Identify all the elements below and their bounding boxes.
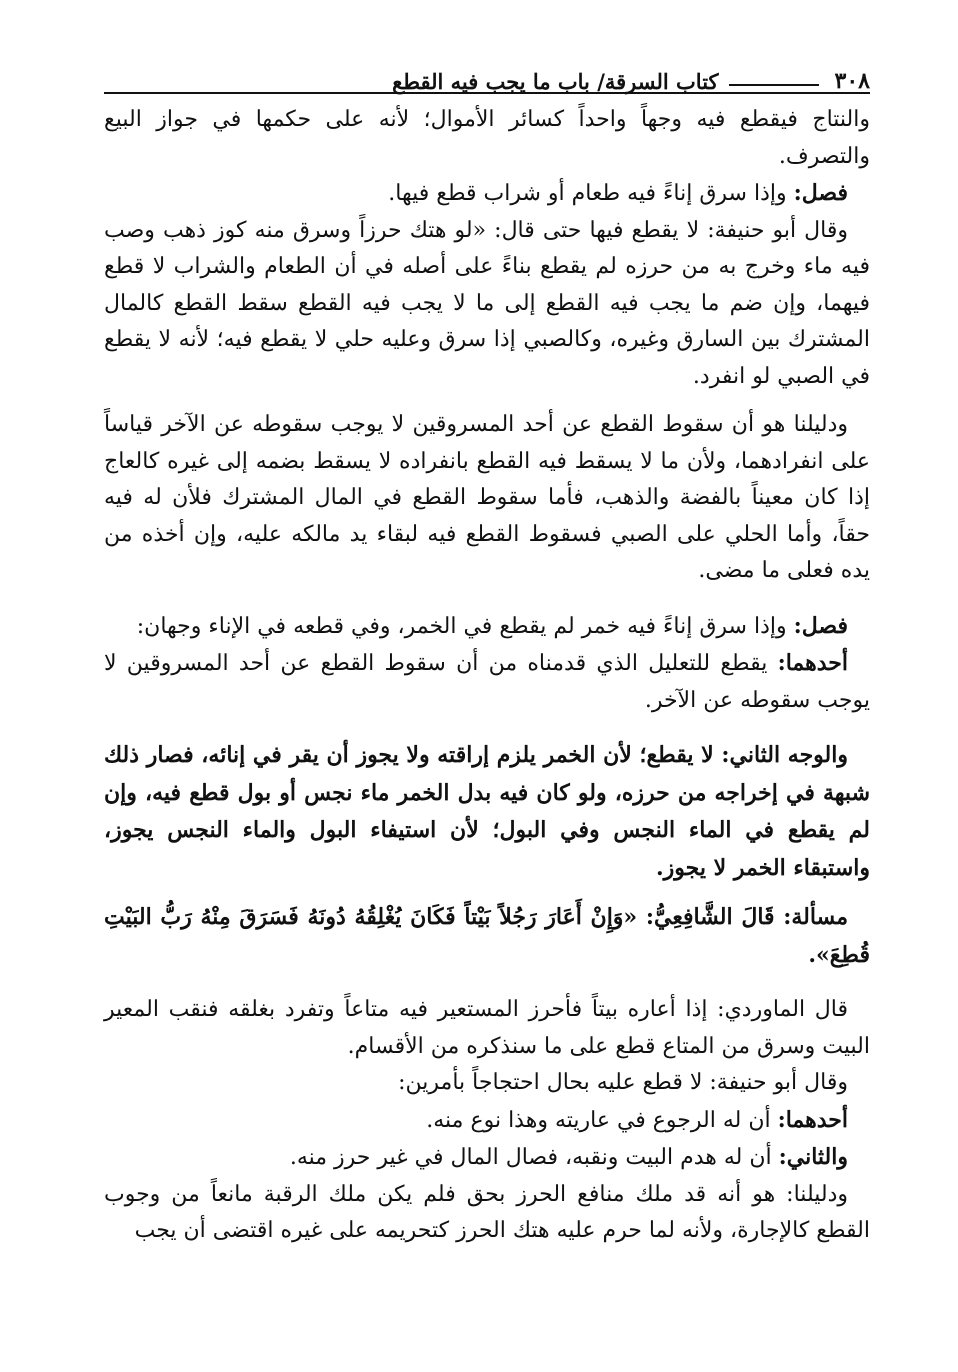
- running-title: كتاب السرقة/ باب ما يجب فيه القطع: [392, 69, 719, 94]
- paragraph: وقال أبو حنيفة: لا قطع عليه بحال احتجاجاً بأمرين:: [398, 1070, 848, 1095]
- paragraph: أحدهما: أن له الرجوع في عاريته وهذا نوع منه.: [426, 1106, 848, 1133]
- paragraph: والثاني: أن له هدم البيت ونقبه، فصال المال في غير حرز منه.: [289, 1144, 848, 1170]
- paragraph: وقال أبو حنيفة: لا يقطع فيها حتى قال: «لو هتك حرزاً وسرق منه كوز ذهب وصب فيه ماء وخرج به من حرزه لم يقطع بناءً على أصله في أن الطعام والشراب لا قطع فيهما، وإن ضم ما يجب فيه القطع إلى ما لا يجب فيه القطع سقط القطع كالمال المشترك بين السارق وغيره، وكالصبي إذا سرق وعليه حلي لا يقطع فيه؛ لأنه لا يقطع في الصبي لو انفرد.: [104, 217, 870, 389]
- paragraph: ودليلنا: هو أنه قد ملك منافع الحرز بحق فلم يكن ملك الرقبة مانعاً من وجوب القطع كالإجارة، ولأنه لما حرم عليه هتك الحرز كتحريمه على غيره اقتضى أن يجب: [104, 1181, 870, 1243]
- paragraph: فصل: وإذا سرق إناءً فيه خمر لم يقطع في الخمر، وفي قطعه في الإناء وجهان:: [136, 612, 848, 639]
- paragraph: مسألة: قَالَ الشَّافِعِيُّ: «وَإِنْ أَعَارَ رَجُلاً بَيْتاً فَكَانَ يُغْلِقُهُ دُونَهُ فَسَرَقَ مِنْهُ رَبُّ البَيْتِ قُطِعَ».: [104, 904, 870, 968]
- paragraph: أحدهما: يقطع للتعليل الذي قدمناه من أن سقوط القطع عن أحد المسروقين لا يوجب سقوطه عن الآخر.: [104, 650, 870, 713]
- page-number: ٣٠٨: [834, 68, 870, 94]
- paragraph: قال الماوردي: إذا أعاره بيتاً فأحرز المستعير فيه متاعاً وتفرد بغلقه فنقب المعير البيت وسرق من المتاع قطع على ما سنذكره من الأقسام.: [104, 997, 870, 1059]
- paragraph: فصل: وإذا سرق إناءً فيه طعام أو شراب قطع فيها.: [388, 180, 848, 206]
- paragraph: ودليلنا هو أن سقوط القطع عن أحد المسروقين لا يوجب سقوطه عن الآخر قياساً على انفرادهما، ولأن ما لا يسقط فيه القطع بانفراده لا يسقط بضمه إلى غيره كالعاج إذا كان معيناً بالفضة والذهب، فأما سقوط القطع في المال المشترك فلأن له فيه حقاً، وأما الحلي على الصبي فسقوط القطع فيه لبقاء يد مالكه عليه، وإن أخذه من يده فعلى ما مضى.: [104, 412, 870, 583]
- paragraph: والنتاج فيقطع فيه وجهاً واحداً كسائر الأموال؛ لأنه على حكمها في جواز البيع والتصرف.: [104, 107, 870, 169]
- paragraph: والوجه الثاني: لا يقطع؛ لأن الخمر يلزم إراقته ولا يجوز أن يقر في إنائه، فصار ذلك شبهة في إخراجه من حرزه، ولو كان فيه بدل الخمر ماء نجس أو بول قطع فيه، وإن لم يقطع في الماء النجس وفي البول؛ لأن استيفاء البول والماء النجس يجوز، واستبقاء الخمر لا يجوز.: [104, 742, 870, 881]
- running-header: [104, 52, 870, 94]
- header-rule: [729, 84, 819, 86]
- book-page: [104, 52, 870, 1250]
- page-body: [104, 102, 870, 1250]
